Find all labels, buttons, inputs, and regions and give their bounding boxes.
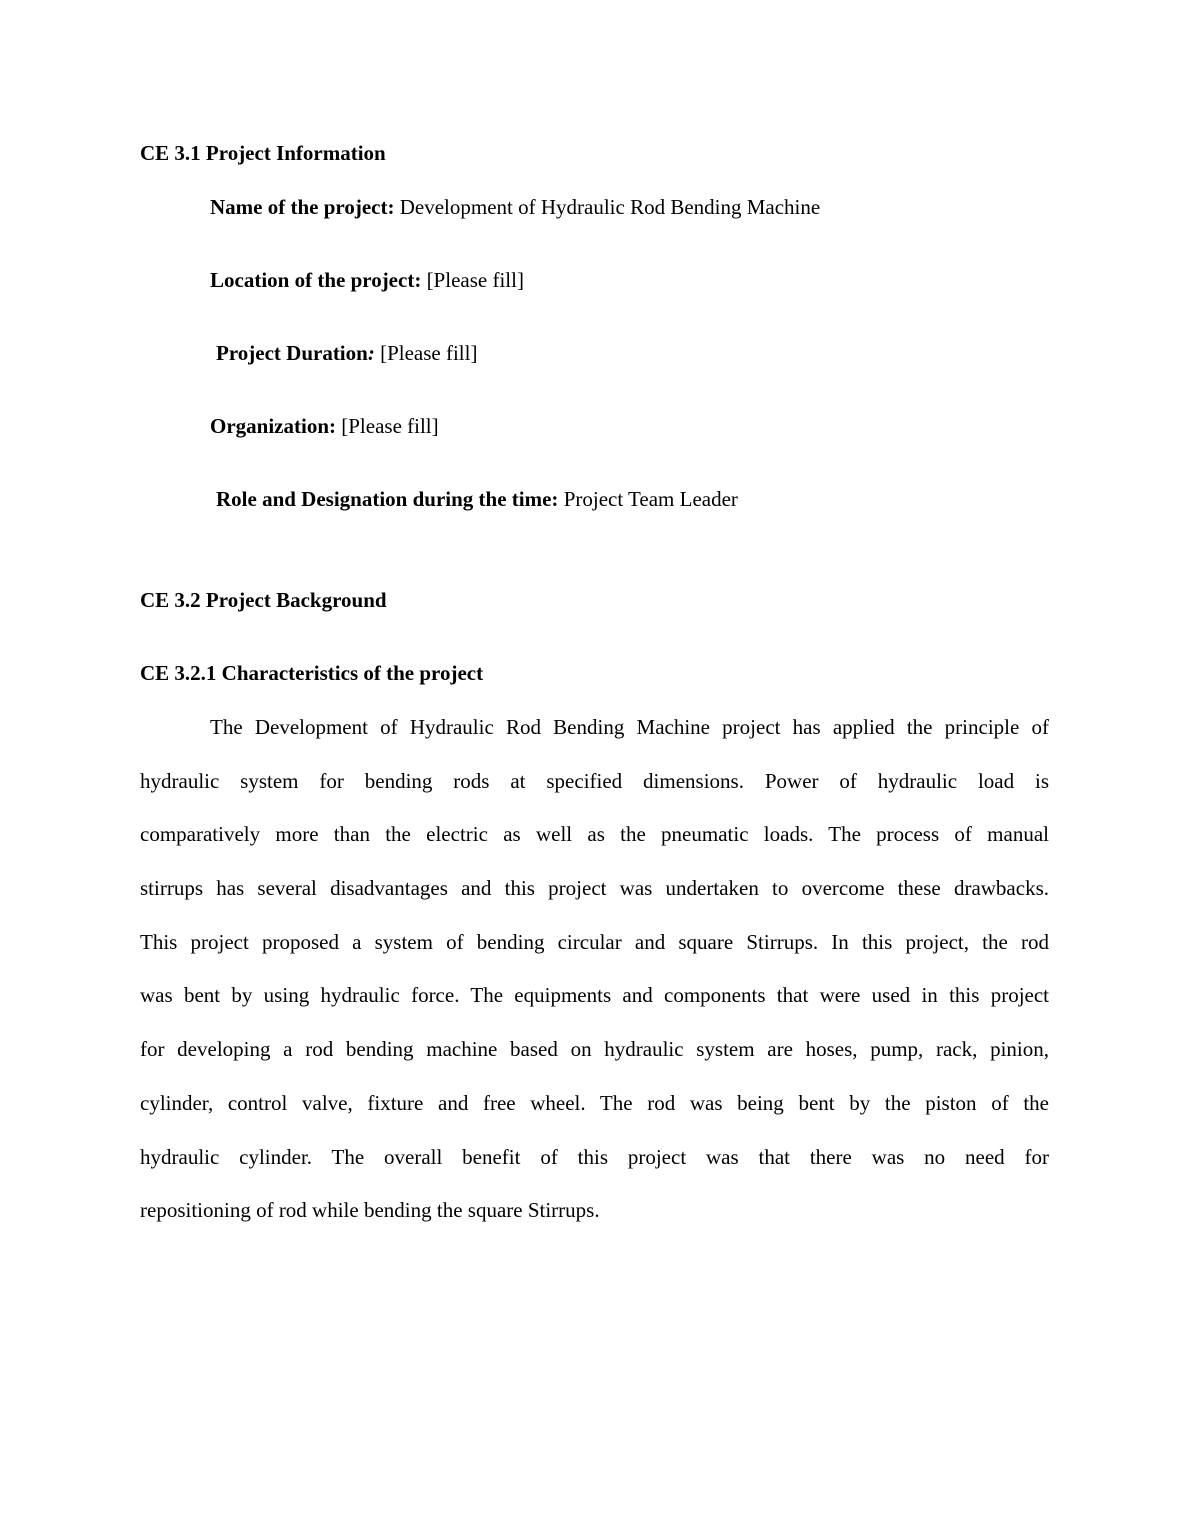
field-value: [Please fill]: [426, 268, 524, 292]
field-label-colon: :: [367, 341, 375, 365]
paragraph-line: for developing a rod bending machine based on hydraulic system are hoses, pump, rack, pinion,: [140, 1037, 1049, 1062]
section-heading-project-information: CE 3.1 Project Information: [140, 141, 386, 165]
field-value: [Please fill]: [380, 341, 478, 365]
field-value: [Please fill]: [341, 414, 439, 438]
paragraph-line: This project proposed a system of bending circular and square Stirrups. In this project, the rod: [140, 929, 1049, 954]
section-heading-characteristics: CE 3.2.1 Characteristics of the project: [140, 661, 484, 685]
section-heading-project-background: CE 3.2 Project Background: [140, 588, 387, 612]
paragraph-line: The Development of Hydraulic Rod Bending Machine project has applied the principle of: [210, 715, 1049, 739]
field-label: Role and Designation during the time:: [216, 487, 559, 511]
field-value: Project Team Leader: [563, 487, 738, 511]
field-project-name: [210, 193, 820, 221]
field-project-duration: [216, 339, 477, 367]
field-value: Development of Hydraulic Rod Bending Machine: [399, 195, 821, 219]
field-organization: [210, 412, 439, 440]
paragraph-line: stirrups has several disadvantages and this project was undertaken to overcome these drawbacks.: [140, 876, 1049, 901]
paragraph-line: was bent by using hydraulic force. The equipments and components that were used in this project: [140, 983, 1049, 1008]
paragraph-line: hydraulic cylinder. The overall benefit of this project was that there was no need for: [140, 1144, 1049, 1169]
field-label: Location of the project:: [210, 268, 422, 292]
paragraph-line: repositioning of rod while bending the square Stirrups.: [140, 1198, 600, 1223]
field-label: Name of the project:: [210, 195, 395, 219]
characteristics-paragraph: [140, 713, 1049, 1250]
paragraph-line: cylinder, control valve, fixture and free wheel. The rod was being bent by the piston of the: [140, 1090, 1049, 1115]
paragraph-line: hydraulic system for bending rods at specified dimensions. Power of hydraulic load is: [140, 768, 1049, 793]
field-label: Project Duration: [216, 341, 368, 365]
field-role-designation: [216, 485, 738, 513]
field-project-location: [210, 266, 524, 294]
paragraph-line: comparatively more than the electric as well as the pneumatic loads. The process of manual: [140, 822, 1049, 847]
field-label: Organization:: [210, 414, 336, 438]
